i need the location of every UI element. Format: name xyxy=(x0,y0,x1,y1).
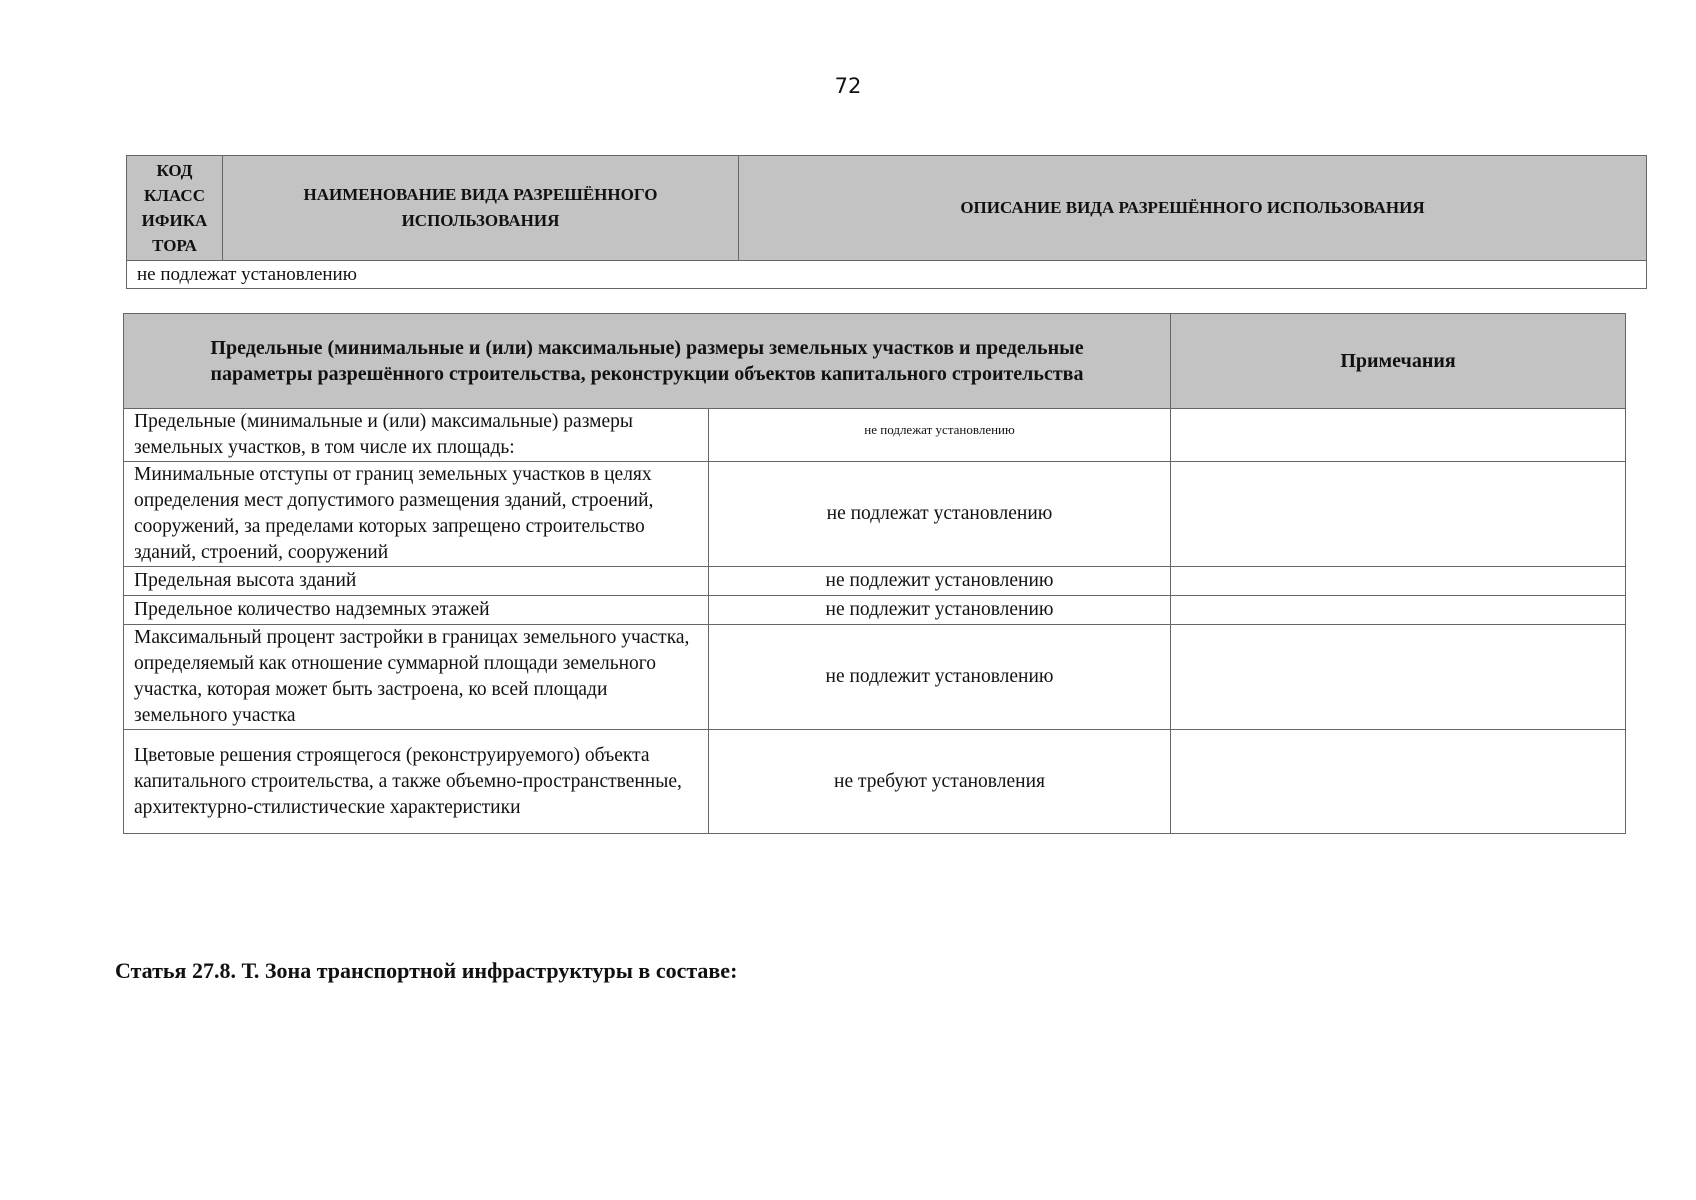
row-value: не подлежит установлению xyxy=(709,567,1171,596)
header-name: НАИМЕНОВАНИЕ ВИДА РАЗРЕШЁННОГО ИСПОЛЬЗОВАНИЯ xyxy=(223,156,739,261)
row-note xyxy=(1171,625,1626,730)
header-description: ОПИСАНИЕ ВИДА РАЗРЕШЁННОГО ИСПОЛЬЗОВАНИЯ xyxy=(739,156,1647,261)
table-row xyxy=(124,596,1626,625)
page-number: 72 xyxy=(834,74,862,98)
header-params: Предельные (минимальные и (или) максимальные) размеры земельных участков и предельные параметры разрешённого строительства, реконструкции объектов капитального строительства xyxy=(124,314,1171,409)
row-note xyxy=(1171,730,1626,834)
row-label: Предельные (минимальные и (или) максимальные) размеры земельных участков, в том числе их площадь: xyxy=(124,409,709,462)
row-label: Минимальные отступы от границ земельных участков в целях определения мест допустимого размещения зданий, строений, сооружений, за пределами которых запрещено строительство зданий, строений, сооружений xyxy=(124,462,709,567)
permitted-use-table xyxy=(126,155,1647,289)
header-code: КОД КЛАСС ИФИКА ТОРА xyxy=(127,156,223,261)
row-label: Предельное количество надземных этажей xyxy=(124,596,709,625)
table-row xyxy=(124,567,1626,596)
table-row xyxy=(127,261,1647,289)
header-notes: Примечания xyxy=(1171,314,1626,409)
table-row xyxy=(124,730,1626,834)
row-value: не подлежат установлению xyxy=(709,409,1171,462)
row-note xyxy=(1171,409,1626,462)
row-value: не требуют установления xyxy=(709,730,1171,834)
table-row xyxy=(124,462,1626,567)
row-note xyxy=(1171,596,1626,625)
row-note xyxy=(1171,567,1626,596)
row-label: Максимальный процент застройки в границах земельного участка, определяемый как отношение суммарной площади земельного участка, которая может быть застроена, ко всей площади земельного участка xyxy=(124,625,709,730)
row-value: не подлежат установлению xyxy=(709,462,1171,567)
row-value: не подлежит установлению xyxy=(709,625,1171,730)
row-label: Предельная высота зданий xyxy=(124,567,709,596)
parameters-table xyxy=(123,313,1626,834)
article-heading: Статья 27.8. Т. Зона транспортной инфраструктуры в составе: xyxy=(115,958,738,983)
row-note xyxy=(1171,462,1626,567)
table-header-row xyxy=(124,314,1626,409)
table-row xyxy=(124,409,1626,462)
row-text: не подлежат установлению xyxy=(127,261,1647,289)
row-value: не подлежит установлению xyxy=(709,596,1171,625)
table-row xyxy=(124,625,1626,730)
table-header-row xyxy=(127,156,1647,261)
row-label: Цветовые решения строящегося (реконструируемого) объекта капитального строительства, а также объемно-пространственные, архитектурно-стилистические характеристики xyxy=(124,730,709,834)
